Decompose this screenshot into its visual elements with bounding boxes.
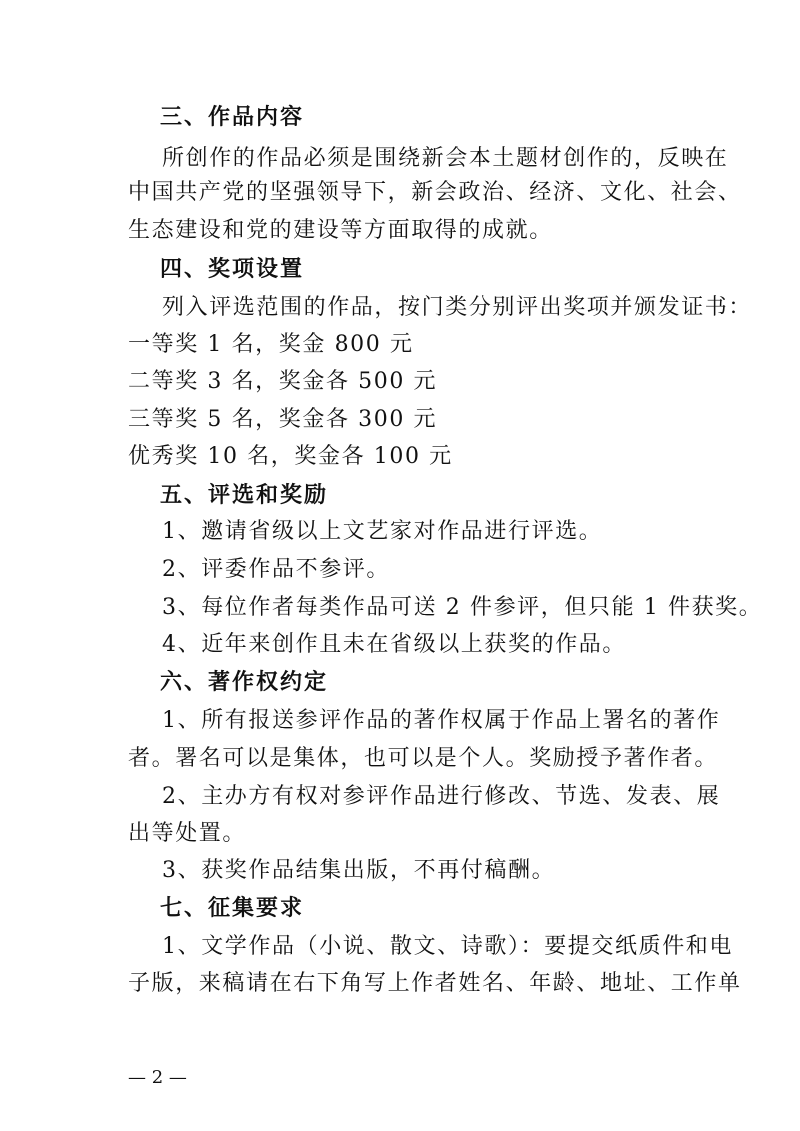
prize-third: 三等奖 5 名，奖金各 300 元 [128,407,438,432]
prize-first: 一等奖 1 名，奖金 800 元 [128,332,414,357]
section-3-heading: 三、作品内容 [160,105,305,130]
section-6-item-3: 3、获奖作品结集出版，不再付稿酬。 [162,858,556,883]
prize-second: 二等奖 3 名，奖金各 500 元 [128,369,438,394]
section-5-heading: 五、评选和奖励 [160,483,329,508]
section-6-item-2-line-1: 2、主办方有权对参评作品进行修改、节选、发表、展 [162,784,721,809]
section-4-intro: 列入评选范围的作品，按门类分别评出奖项并颁发证书： [162,295,753,320]
section-3-paragraph-line-1: 所创作的作品必须是围绕新会本土题材创作的，反映在 [162,146,729,171]
page-number: — 2 — [128,1067,187,1088]
section-4-heading: 四、奖项设置 [160,257,305,282]
section-6-heading: 六、著作权约定 [160,670,329,695]
section-7-item-1-line-2: 子版，来稿请在右下角写上作者姓名、年龄、地址、工作单 [128,971,742,996]
section-3-paragraph-line-2: 中国共产党的坚强领导下，新会政治、经济、文化、社会、 [128,180,742,205]
section-6-item-1-line-1: 1、所有报送参评作品的著作权属于作品上署名的著作 [162,708,721,733]
prize-excellence: 优秀奖 10 名，奖金各 100 元 [128,444,453,469]
section-5-item-2: 2、评委作品不参评。 [162,557,390,582]
section-5-item-4: 4、近年来创作且未在省级以上获奖的作品。 [162,632,626,657]
section-7-heading: 七、征集要求 [160,896,305,921]
section-7-item-1-line-1: 1、文学作品（小说、散文、诗歌）：要提交纸质件和电 [162,934,733,959]
section-3-paragraph-line-3: 生态建设和党的建设等方面取得的成就。 [128,218,553,243]
section-6-item-2-line-2: 出等处置。 [128,821,247,846]
section-5-item-1: 1、邀请省级以上文艺家对作品进行评选。 [162,519,603,544]
section-6-item-1-line-2: 者。署名可以是集体，也可以是个人。奖励授予著作者。 [128,746,719,771]
section-5-item-3: 3、每位作者每类作品可送 2 件参评，但只能 1 件获奖。 [162,595,763,620]
